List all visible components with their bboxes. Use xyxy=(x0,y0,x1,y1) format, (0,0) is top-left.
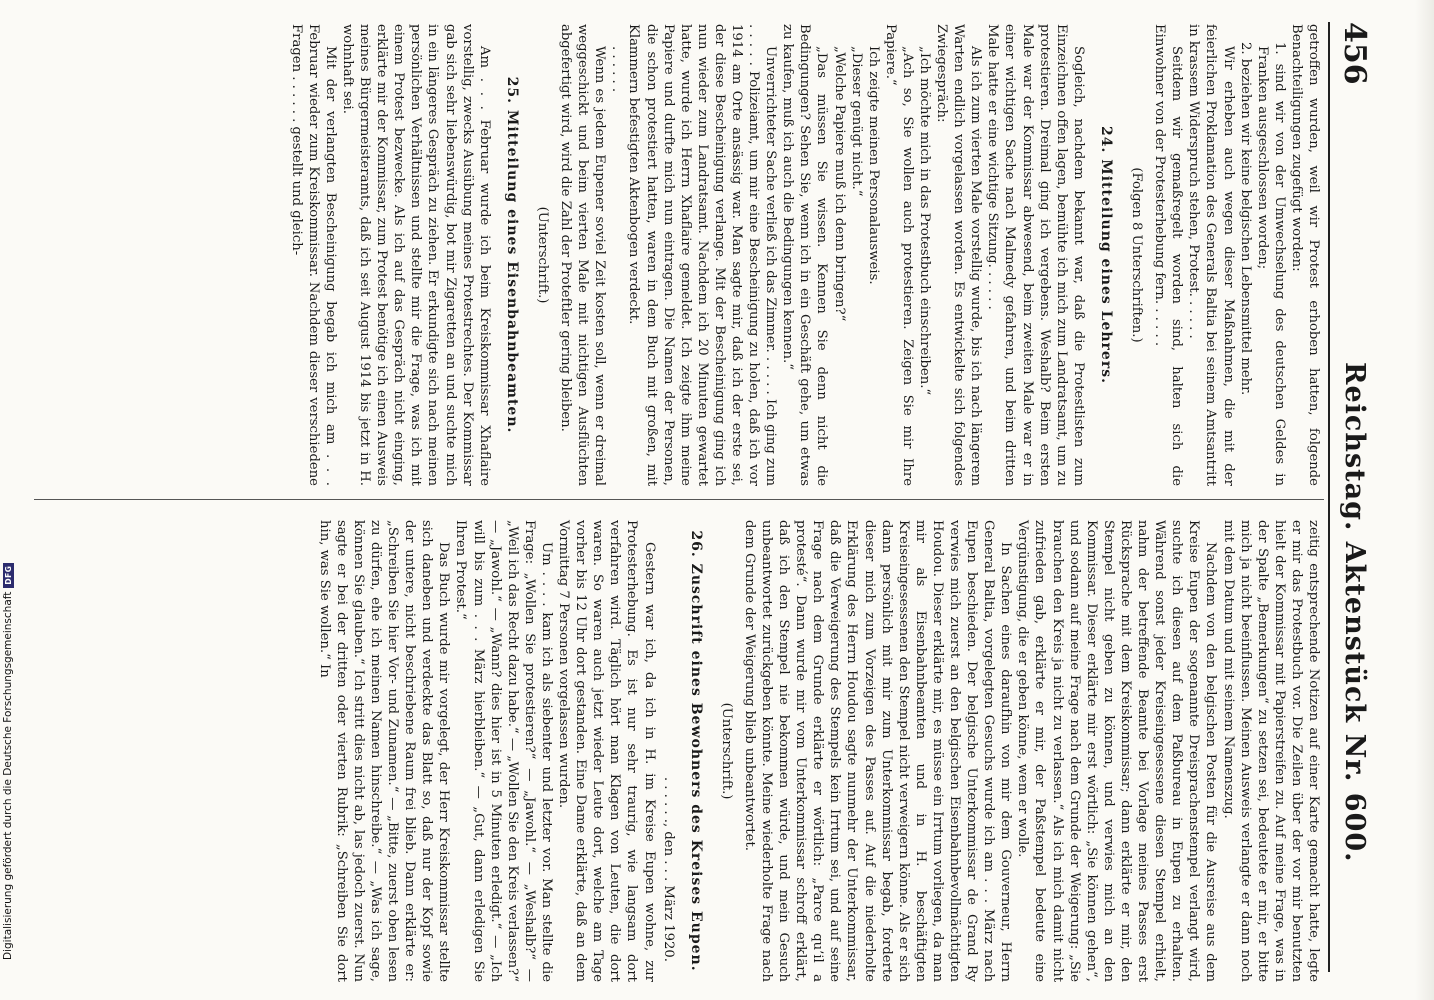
paragraph: „Ach so, Sie wollen auch protestieren. Zeigen Sie mir Ihre Papiere.“ xyxy=(882,24,915,486)
paragraph: Seitdem wir gemaßregelt worden sind, halten sich die Einwohner von der Protesterhebung fern. . . . . . xyxy=(1152,24,1185,486)
paragraph: Ich zeigte meinen Personalausweis. xyxy=(865,46,881,285)
document-page xyxy=(10,0,1390,1000)
paragraph: Sogleich, nachdem bekannt war, daß die Protestlisten zum Einzeichnen offen lagen, bemühte ich mich zum Landratsamt, um zu protestieren. Dreimal ging ich vergebens. Weshalb? Beim ersten Male war der Kommissar abwesend, beim zweiten Male war er in einer wichtigen Sache nach Malmedy gefahren, und beim dritten Male hatte er eine wichtige Sitzung. . . . . . xyxy=(985,24,1086,486)
digitization-credit xyxy=(2,563,14,960)
paragraph: „Welche Papiere muß ich denn bringen?“ xyxy=(831,46,847,322)
paragraph: Als ich zum vierten Male vorstellig wurde, bis ich nach längerem Warten endlich vorgelassen worden. Es entwickelte sich folgendes Zwiegespräch: xyxy=(934,24,984,486)
dfg-logo: DFG xyxy=(3,563,14,588)
paragraph: Unverrichteter Sache verließ ich das Zimmer. . . . . . Ich ging zum . . . . . Polizeiamt, um mir eine Bescheinigung zu holen, daß ich vor 1914 am Orte ansässig war. Man sagte mir, daß ich der erste sei, der diese Bescheinigung verlange. Mit der Bescheinigung ging ich nun wieder zum Landratsamt. Nachdem ich 20 Minuten gewartet hatte, wurde ich Herrn Xhaflaire gemeldet. Ich zeigte ihm meine Papiere und durfte mich nun eintragen. Die Namen der Personen, die schon protestiert hatten, waren in dem Buch mit großen, mit Klammern befestigten Aktenbogen verdeckt. xyxy=(626,24,779,486)
signature: (Unterschrift.) xyxy=(718,702,734,800)
credit-text: Digitalisierung gefördert durch die Deutsche Forschungsgemeinschaft xyxy=(2,591,14,960)
header-rule xyxy=(1328,22,1330,972)
list-item: 1. sind wir von der Umwechselung des deutschen Geldes in Franken ausgeschlossen worden; xyxy=(1254,42,1287,486)
signature-note: (Folgen 8 Unterschriften.) xyxy=(1129,167,1145,343)
paragraph: Nachdem von den belgischen Posten für die Ausreise aus dem Kreise Eupen der sogenannte Dreisprachenstempel verlangt wird, suchte ich diesen auf dem Paßbureau in Eupen zu erhalten. Während sonst jeder Kreiseingesessene diesen Stempel erhielt, nahm der betreffende Beamte bei Vorlage meines Passes erst Rücksprache mit dem Kreiskommissar; dann erklärte er mir, den Stempel nicht geben zu können, und verwies mich an den Kommissar. Dieser erklärte mir erst wörtlich: „Sie können gehen“, und sodann auf meine Frage nach dem Grunde der Weigerung: „Sie brauchen den Kreis ja nicht zu verlassen.“ Als ich mich damit nicht zufrieden gab, erklärte er mir, der Paßstempel bedeute eine Vergünstigung, die er geben könne, wem er wolle. xyxy=(1015,520,1219,982)
page-number: 456 xyxy=(1337,22,1372,85)
paragraph: zeitig entsprechende Notizen auf einer Karte gemacht hatte, legte er mir das Protestbuch vor. Die Zeilen über der vor mir benutzten hielt der Kommissar mit Papierstreifen zu. Auf meine Frage, was in der Spalte „Bemerkungen“ zu setzen sei, bedeutete er mir, er bitte mich ja nicht beeinflussen. Meinen Ausweis verlangte er dann noch mit dem Datum und mit seinem Namenszug. xyxy=(1220,520,1321,982)
paragraph: „Dieser genügt nicht.“ xyxy=(848,46,864,197)
paragraph: Das Buch wurde mir vorgelegt, der Herr Kreiskommissar stellte sich daneben und verdeckte das Blatt so, daß nur der Kopf sowie der untere, nicht beschriebene Raum frei blieb. Dann erklärte er: „Schreiben Sie hier Vor- und Zunamen.“ — „Bitte, zuerst oben lesen zu dürfen, ehe ich meinen Namen hinschreibe.“ — „Was ich sage, können Sie glauben.“ Ich stritt dies nicht ab, las jedoch zuerst. Nun sagte er bei der dritten oder vierten Rubrik: „Schreiben Sie dort hin, was Sie wollen.“ In xyxy=(316,520,452,982)
paragraph: Gestern war ich, da ich in H. im Kreise Eupen wohne, zur Protesterhebung. Es ist nur sehr traurig, wie langsam dort verfahren wird. Täglich hört man Klagen von Leuten, die dort waren. So waren auch jetzt wieder Leute dort, welche am Tage vorher bis 12 Uhr dort gestanden. Eine Dame erklärte, daß an dem Vormittag 7 Personen vorgelassen wurden. xyxy=(556,520,657,982)
paragraph: Mit der verlangten Bescheinigung begab ich mich am . . . Februar wieder zum Kreiskommissar. Nachdem dieser verschiedene Fragen . . . . . . gestellt und gleich- xyxy=(288,24,338,486)
section-title-26: 26. Zuschrift eines Bewohners des Kreises Eupen. xyxy=(687,530,704,972)
paragraph: In Sachen eines daraufhin von mir dem Gouverneur, Herrn General Baltia, vorgelegten Gesuchs wurde ich am . . . März nach Eupen beschieden. Der belgische Unterkommissar de Grand Ry verwies mich zuerst an den belgischen Eisenbahnbevollmächtigten Houdou. Dieser erklärte mir, es müsse ein Irrtum vorliegen, da man mir als Eisenbahnbeamten und in H. beschäftigten Kreiseingesessenen den Stempel nicht verweigern könne. Als er sich dann persönlich mit mir zum Unterkommissar begab, forderte dieser mich zum Vorzeigen des Passes auf. Auf die niederholte Erklärung des Herrn Houdou sagte nunmehr der Unterkommissar, daß die Verweigerung des Stempels kein Irrtum sei, und auf seine Frage nach dem Grunde erklärte er wörtlich: „Parce qu’il a protesté“. Dann wurde mir vom Unterkommissar schroff erklärt, daß ich den Stempel nie bekommen würde, und mein Gesuch unbeantwortet zurückgeben könnte. Meine wiederholte Frage nach dem Grunde der Weigerung blieb unbeantwortet. xyxy=(741,520,1014,982)
paragraph: „Ich möchte mich in das Protestbuch einschreiben.“ xyxy=(917,46,933,396)
paragraph: „Das müssen Sie wissen. Kennen Sie denn nicht die Bedingungen? Sehen Sie, wenn ich in ein Geschäft gehe, um etwas zu kaufen, muß ich auch die Bedingungen kennen.“ xyxy=(780,24,830,486)
column-divider xyxy=(34,499,1324,500)
signature: (Unterschrift.) xyxy=(534,206,550,304)
paragraph: Wir erheben auch wegen dieser Maßnahmen, die mit der feierlichen Proklamation des Generals Baltia bei seinem Amtsantritt in krassem Widerspruch stehen, Protest. . . . . . xyxy=(1186,24,1236,486)
page-header xyxy=(1332,22,1372,972)
right-column xyxy=(316,520,1322,982)
running-title: Reichstag. Aktenstück Nr. 600. xyxy=(1339,362,1370,863)
list-item: 2. beziehen wir keine belgischen Lebensmittel mehr. xyxy=(1237,42,1253,396)
paragraph: getroffen wurden, weil wir Protest erhoben hatten, folgende Benachteiligungen zugefügt worden: xyxy=(1288,24,1321,486)
paragraph: Am . . . Februar wurde ich beim Kreiskommissar Xhaflaire vorstellig, zwecks Ausübung meines Protestrechtes. Der Kommissar gab sich sehr liebenswürdig, bot mir Zigaretten an und suchte mich in ein längeres Gespräch zu ziehen. Er erkundigte sich nach meinen persönlichen Verhältnissen und stellte mir die Frage, was ich mit einem Protest bezwecke. Als ich auf das Gespräch nicht einging, erklärte mir der Kommissar, zum Protest benötige ich einen Ausweis meines Bürgermeisteramts, daß ich seit August 1914 bis jetzt in H. wohnhaft sei. xyxy=(340,24,492,486)
dateline: . . . . . ., den . . . März 1920. xyxy=(660,776,676,962)
left-column xyxy=(288,24,1322,486)
section-title-25: 25. Mitteilung eines Eisenbahnbeamten. xyxy=(503,76,520,434)
section-title-24: 24. Mitteilung eines Lehrers. xyxy=(1097,126,1114,384)
scan-edge xyxy=(1415,0,1434,1000)
ellipsis-line: . . . . . . xyxy=(609,46,625,93)
paragraph: Um . . . . kam ich als siebenter und letzter vor. Man stellte die Frage: „Wollen Sie protestieren?“ — „Jawohl.“ — „Weshalb?“ — „Weil ich das Recht dazu habe.“ — „Wollen Sie den Kreis verlassen?“ — „Jawohl.“ — „Wann? dies hier ist in 5 Minuten erledigt.“ — „Ich will bis zum . . . März hierbleiben.“ — „Gut, dann erledigen Sie Ihren Protest.“ xyxy=(453,520,554,982)
paragraph: Wenn es jedem Eupener soviel Zeit kosten soll, wenn er dreimal weggeschickt und beim vierten Male mit nichtigen Ausflüchten abgefertigt wird, wird die Zahl der Proteftler gering bleiben. xyxy=(558,24,608,486)
